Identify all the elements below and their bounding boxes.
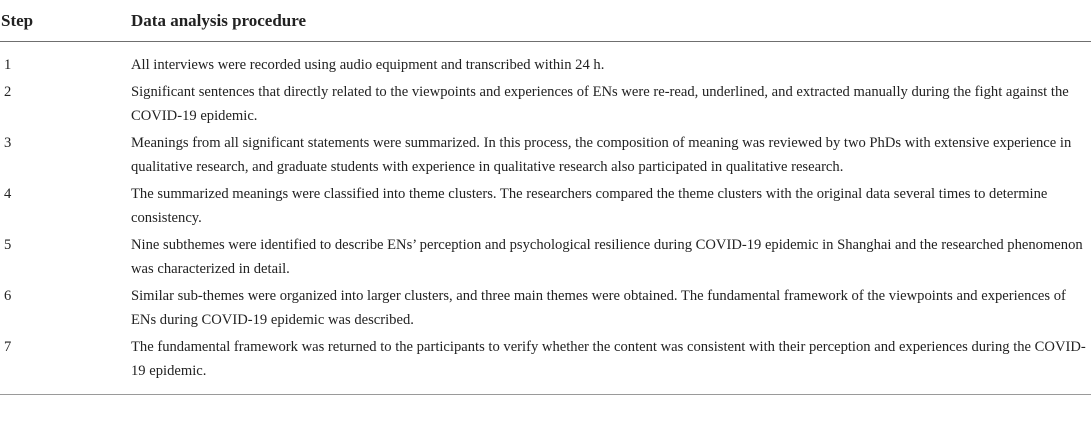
procedure-text: Similar sub-themes were organized into larger clusters, and three main themes were obtained. The fundamental framework of the viewpoints and experiences of ENs during COVID-19 epidemic was described. [131, 288, 1066, 328]
procedure-text: Nine subthemes were identified to describe ENs’ perception and psychological resilience during COVID-19 epidemic in Shanghai and the researched phenomenon was characterized in detail. [131, 237, 1083, 277]
header-row [0, 0, 1091, 42]
procedure-text: The summarized meanings were classified into theme clusters. The researchers compared the theme clusters with the original data several times to determine consistency. [131, 186, 1048, 226]
step-number: 1 [4, 57, 12, 73]
step-number: 2 [4, 84, 12, 100]
procedure-text: The fundamental framework was returned to the participants to verify whether the content was consistent with their perception and experiences during the COVID-19 epidemic. [131, 335, 1091, 395]
table-row [0, 182, 1091, 233]
step-number: 4 [4, 186, 12, 202]
table-row [0, 233, 1091, 284]
header-procedure: Data analysis procedure [131, 0, 1091, 42]
step-number: 6 [4, 288, 12, 304]
procedure-text: All interviews were recorded using audio equipment and transcribed within 24 h. [131, 57, 605, 73]
header-step: Step [0, 0, 131, 42]
table-row [0, 335, 1091, 395]
step-number: 7 [0, 335, 131, 395]
procedure-text: Meanings from all significant statements were summarized. In this process, the composition of meaning was reviewed by two PhDs with extensive experience in qualitative research, and graduate students with experience in qualitative research also participated in qualitative research. [131, 135, 1072, 175]
table-row [0, 131, 1091, 182]
procedure-text: Significant sentences that directly related to the viewpoints and experiences of ENs were re-read, underlined, and extracted manually during the fight against the COVID-19 epidemic. [131, 84, 1069, 124]
step-number: 5 [4, 237, 12, 253]
table-row [0, 80, 1091, 131]
step-number: 3 [4, 135, 12, 151]
table-row [0, 284, 1091, 335]
table-body [0, 42, 1091, 395]
table-header [0, 0, 1091, 42]
table-row [0, 42, 1091, 81]
